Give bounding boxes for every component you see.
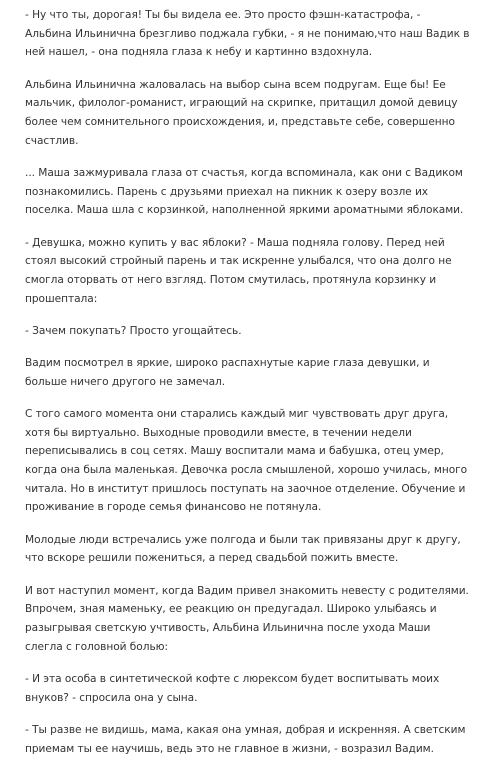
paragraph-1: - Ну что ты, дорогая! Ты бы видела ее. Это просто фэшн-катастрофа, - Альбина Ильинична брезгливо поджала губки, - я не понимаю,что наш Вадик в ней нашел, - она подняла глаза к небу и картинно вздохнула.	[25, 9, 470, 59]
paragraph-11: - Ты разве не видишь, мама, какая она умная, добрая и искренняя. А светским приемам ты ее научишь, ведь это не главное в жизни, - возразил Вадим.	[25, 723, 466, 755]
paragraph-6: Вадим посмотрел в яркие, широко распахнутые карие глаза девушки, и больше ничего другого не замечал.	[25, 357, 430, 388]
paragraph-9: И вот наступил момент, когда Вадим привел знакомить невесту с родителями. Впрочем, зная маменьку, ее реакцию он предугадал. Широко улыбаясь и разыгрывая светскую учтивость, Альбина Ильинична после ухода Маши слегла с головной болью:	[25, 584, 469, 653]
paragraph-4: - Девушка, можно купить у вас яблоки? - Маша подняла голову. Перед ней стоял высокий стройный парень и так искренне улыбался, что она долго не смогла оторвать от него взгляд. Потом смутилась, протянула корзинку и прошептала:	[25, 236, 452, 305]
paragraph-3: ... Маша зажмуривала глаза от счастья, когда вспоминала, как они с Вадиком познакомились. Парень с друзьями приехал на пикник к озеру возле их поселка. Маша шла с корзинкой, наполненной яркими ароматными яблоками.	[25, 166, 464, 217]
paragraph-2: Альбина Ильинична жаловалась на выбор сына всем подругам. Еще бы! Ее мальчик, филолог-романист, играющий на скрипке, притащил домой девицу более чем сомнительного происхождения, и, представьте себе, совершенно счастлив.	[25, 78, 458, 147]
paragraph-7: С того самого момента они старались каждый миг чувствовать друг друга, хотя бы виртуально. Выходные проводили вместе, в течении недели переписывались в соц сетях. Машу воспитали мама и бабушка, отец умер, когда она была маленькая. Девочка росла смышленой, хорошо училась, много читала. Но в институт пришлось поступать на заочное отделение. Обучение и проживание в городе семья финансово не потянула.	[25, 407, 468, 514]
paragraph-5: - Зачем покупать? Просто угощайтесь.	[25, 324, 242, 337]
paragraph-10: - И эта особа в синтетической кофте с люрексом будет воспитывать моих внуков? - спросила она у сына.	[25, 672, 440, 704]
paragraph-8: Молодые люди встречались уже полгода и были так привязаны друг к другу, что вскоре решили пожениться, а перед свадьбой пожить вместе.	[25, 533, 461, 565]
